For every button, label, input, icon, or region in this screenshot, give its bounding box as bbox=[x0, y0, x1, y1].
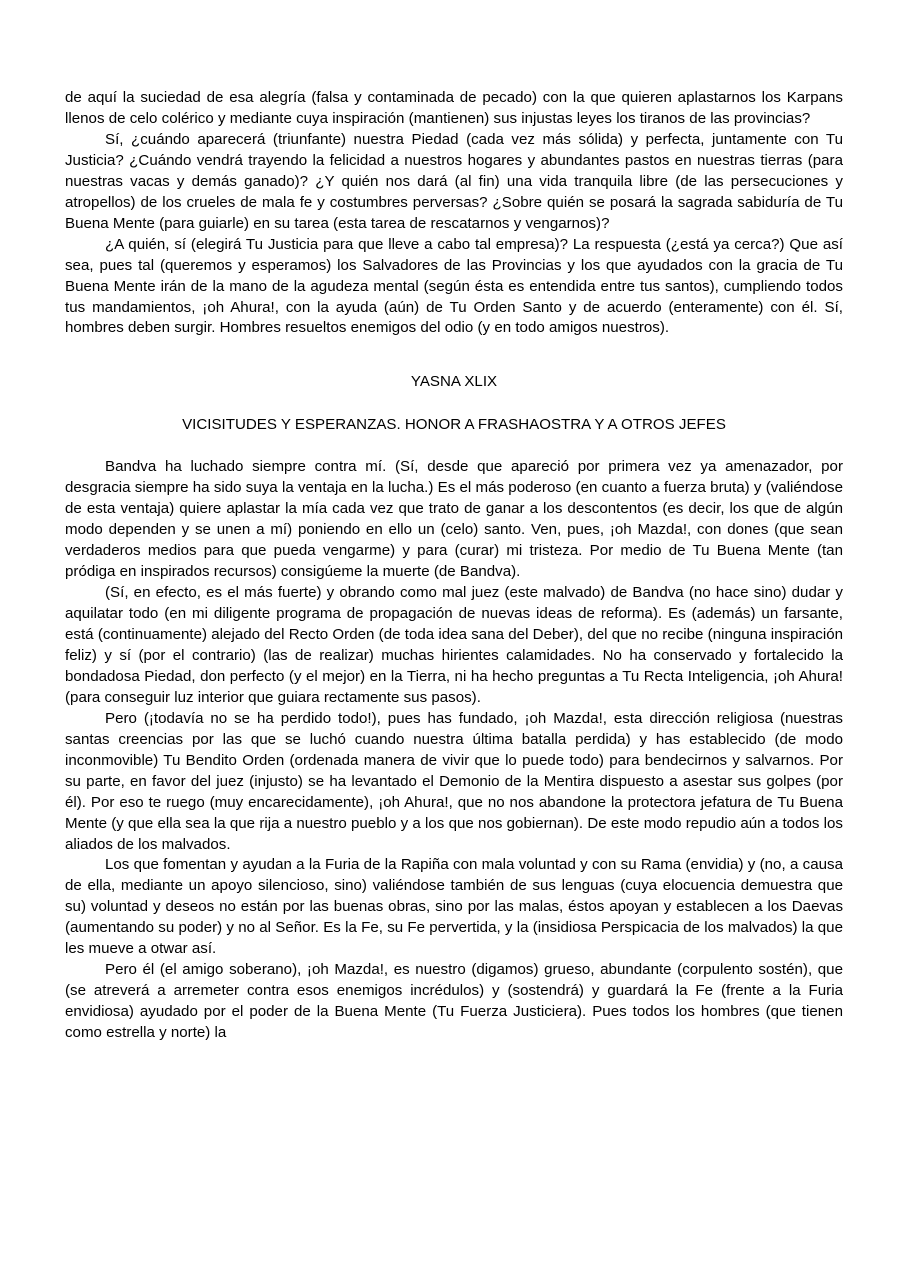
paragraph-8: Pero él (el amigo soberano), ¡oh Mazda!, es nuestro (digamos) grueso, abundante (corpulento sostén), que (se atreverá a arremeter contra esos enemigos incrédulos) y (sostendrá) y guardará la Fe (frente a la Furia envidiosa) ayudado por el poder de la Buena Mente (Tu Fuerza Justiciera). Pues todos los hombres (que tienen como estrella y norte) la bbox=[65, 961, 843, 1042]
paragraph-2: Sí, ¿cuándo aparecerá (triunfante) nuestra Piedad (cada vez más sólida) y perfecta, juntamente con Tu Justicia? ¿Cuándo vendrá trayendo la felicidad a nuestros hogares y abundantes pastos en nuestras tierras (para nuestras vacas y demás ganado)? ¿Y quién nos dará (al fin) una vida tranquila libre (de las persecuciones y atropellos) de los crueles de mala fe y costumbres perversas? ¿Sobre quién se posará la sagrada sabiduría de Tu Buena Mente (para guiarle) en su tarea (esta tarea de rescatarnos y vengarnos)? bbox=[65, 130, 843, 232]
paragraph-6: Pero (¡todavía no se ha perdido todo!), pues has fundado, ¡oh Mazda!, esta dirección religiosa (nuestras santas creencias por las que se luchó cuando nuestra última batalla perdida) y has establecido (de modo inconmovible) Tu Bendito Orden (ordenada manera de vivir que lo puede todo) para bendecirnos y salvarnos. Por su parte, en favor del juez (injusto) se ha levantado el Demonio de la Mentira dispuesto a asestar sus golpes (por él). Por eso te ruego (muy encarecidamente), ¡oh Ahura!, que no nos abandone la protectora jefatura de Tu Buena Mente (y que ella sea la que rija a nuestro pueblo y a los que nos gobiernan). De este modo repudio aún a todos los aliados de los malvados. bbox=[65, 709, 843, 853]
paragraph-4: Bandva ha luchado siempre contra mí. (Sí, desde que apareció por primera vez ya amenazador, por desgracia siempre ha sido suya la ventaja en la lucha.) Es el más poderoso (en cuanto a fuerza bruta) y (valiéndose de esta ventaja) quiere aplastar la mía cada vez que trato de ganar a los descontentos (es decir, los que de algún modo dependen y se unen a mí) poniendo en ello un (celo) santo. Ven, pues, ¡oh Mazda!, con dones (que sean verdaderos medios para que pueda vengarme) y para (curar) mi tristeza. Por medio de Tu Buena Mente (tan pródiga en inspirados recursos) consigúeme la muerte (de Bandva). bbox=[65, 458, 843, 581]
spacer-before-section-title bbox=[65, 339, 843, 372]
document-body bbox=[65, 88, 843, 1044]
paragraph-7: Los que fomentan y ayudan a la Furia de la Rapiña con mala voluntad y con su Rama (envidia) y (no, a causa de ella, mediante un apoyo silencioso, sino) valiéndose también de sus lenguas (cuya elocuencia demuestra que su) voluntad y deseos no están por las buenas obras, sino por las malas, éstos apoyan y establecen a los Daevas (aumentando su poder) y no al Señor. Es la Fe, su Fe pervertida, y la (insidiosa Perspicacia de los malvados) la que les mueve a otwar así. bbox=[65, 856, 843, 958]
spacer-after-section-subtitle bbox=[65, 436, 843, 457]
paragraph-1: de aquí la suciedad de esa alegría (falsa y contaminada de pecado) con la que quieren aplastarnos los Karpans llenos de celo colérico y mediante cuya inspiración (mantienen) sus injustas leyes los tiranos de las provincias? bbox=[65, 89, 843, 127]
paragraph-3: ¿A quién, sí (elegirá Tu Justicia para que lleve a cabo tal empresa)? La respuesta (¿está ya cerca?) Que así sea, pues tal (queremos y esperamos) los Salvadores de las Provincias y los que ayudados con la gracia de Tu Buena Mente irán de la mano de la agudeza mental (según ésta es entendida entre tus santos), cumpliendo todos tus mandamientos, ¡oh Ahura!, con la ayuda (aún) de Tu Orden Santo y de acuerdo (enteramente) con él. Sí, hombres deben surgir. Hombres resueltos enemigos del odio (y en todo amigos nuestros). bbox=[65, 235, 843, 337]
spacer-after-section-title bbox=[65, 393, 843, 415]
paragraph-5: (Sí, en efecto, es el más fuerte) y obrando como mal juez (este malvado) de Bandva (no hace sino) dudar y aquilatar todo (en mi diligente programa de propagación de nuevas ideas de reforma). Es (además) un farsante, está (continuamente) alejado del Recto Orden (de toda idea sana del Deber), del que no recibe (ninguna inspiración feliz) y sí (por el contrario) (las de realizar) muchas hirientes calamidades. No ha conservado y fortalecido la bondadosa Piedad, don perfecto (y el mejor) en la Tierra, ni ha hecho preguntas a Tu Recta Inteligencia, ¡oh Ahura! (para conseguir luz interior que guiara rectamente sus pasos). bbox=[65, 584, 843, 706]
section-title: YASNA XLIX bbox=[410, 373, 498, 391]
section-subtitle: VICISITUDES Y ESPERANZAS. HONOR A FRASHAOSTRA Y A OTROS JEFES bbox=[182, 416, 726, 434]
